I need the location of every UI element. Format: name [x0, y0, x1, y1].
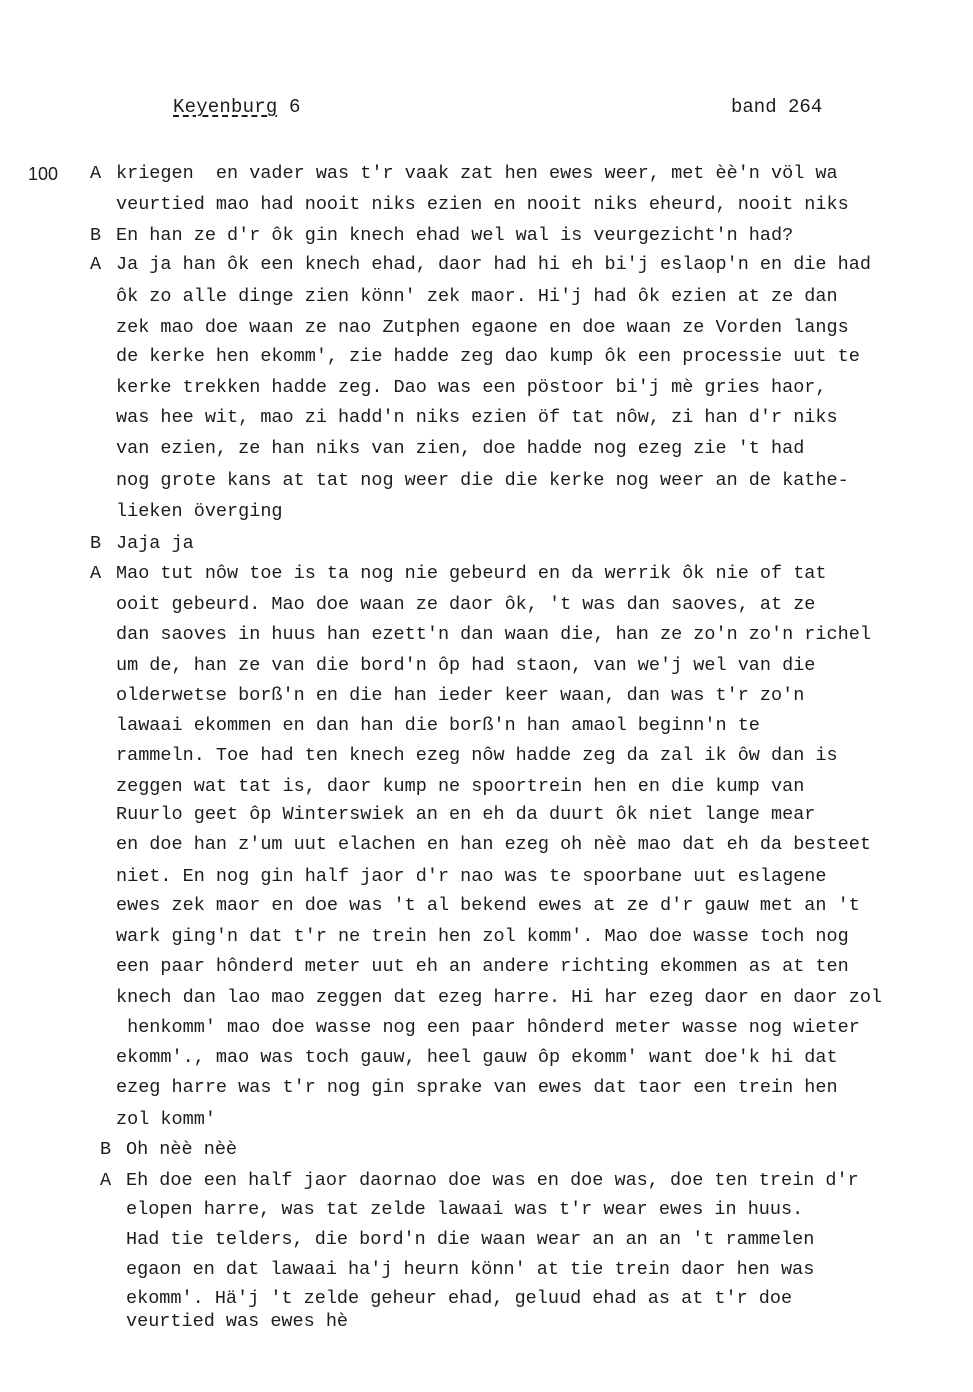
header-title — [173, 96, 301, 118]
line-text: Had tie telders, die bord'n die waan wear an an an 't rammelen — [126, 1229, 815, 1250]
transcript-line — [0, 282, 973, 312]
line-text: kerke trekken hadde zeg. Dao was een pöstoor bi'j mè gries haor, — [116, 377, 827, 398]
line-text: Ja ja han ôk een knech ehad, daor had hi eh bi'j eslaop'n en die had — [116, 254, 871, 275]
line-text: ewes zek maor en doe was 't al bekend ewes at ze d'r gauw met an 't — [116, 895, 860, 916]
line-text: egaon en dat lawaai ha'j heurn könn' at tie trein daor hen was — [126, 1259, 815, 1280]
line-text: Ruurlo geet ôp Winterswiek an en eh da duurt ôk niet lange mear — [116, 804, 816, 825]
transcript-line — [0, 952, 973, 982]
transcript-line — [0, 1195, 973, 1225]
header-number: 6 — [289, 96, 301, 118]
transcript-line — [0, 529, 973, 559]
transcript-line — [0, 830, 973, 860]
transcript-line — [0, 620, 973, 650]
transcript-line — [0, 922, 973, 952]
transcript-line — [0, 1105, 973, 1135]
line-text: ekomm'. Hä'j 't zelde geheur ehad, geluud ehad as at t'r doe — [126, 1288, 793, 1309]
speaker-label: A — [90, 563, 102, 584]
line-text: nog grote kans at tat nog weer die die kerke nog weer an de kathe- — [116, 470, 849, 491]
line-text: een paar hônderd meter uut eh an andere richting ekommen as at ten — [116, 956, 849, 977]
transcript-line — [0, 651, 973, 681]
transcript-line — [0, 1043, 973, 1073]
line-text: kriegen en vader was t'r vaak zat hen ewes weer, met èè'n völ wa — [116, 163, 838, 184]
transcript-line — [0, 190, 973, 220]
line-text: um de, han ze van die bord'n ôp had staon, van we'j wel van die — [116, 655, 816, 676]
line-text: Eh doe een half jaor daornao doe was en doe was, doe ten trein d'r — [126, 1170, 859, 1191]
header-band: band 264 — [731, 96, 823, 118]
line-text: zek mao doe waan ze nao Zutphen egaone en doe waan ze Vorden langs — [116, 317, 849, 338]
transcript-line — [0, 250, 973, 280]
line-text: de kerke hen ekomm', zie hadde zeg dao kump ôk een processie uut te — [116, 346, 860, 367]
line-text: knech dan lao mao zeggen dat ezeg harre. Hi har ezeg daor en daor zol — [116, 987, 883, 1008]
line-text: was hee wit, mao zi hadd'n niks ezien öf tat nôw, zi han d'r niks — [116, 407, 838, 428]
transcript-line — [0, 221, 973, 251]
transcript-line — [0, 983, 973, 1013]
line-text: lieken överging — [116, 501, 283, 522]
line-text: van ezien, ze han niks van zien, doe hadde nog ezeg zie 't had — [116, 438, 805, 459]
speaker-label: B — [90, 533, 102, 554]
speaker-label: A — [100, 1170, 112, 1191]
transcript-line — [0, 1073, 973, 1103]
line-text: Mao tut nôw toe is ta nog nie gebeurd en da werrik ôk nie of tat — [116, 563, 827, 584]
line-text: En han ze d'r ôk gin knech ehad wel wal is veurgezicht'n had? — [116, 225, 794, 246]
header-place: Keyenburg — [173, 96, 278, 118]
line-text: rammeln. Toe had ten knech ezeg nôw hadde zeg da zal ik ôw dan is — [116, 745, 838, 766]
transcript-line — [0, 403, 973, 433]
transcript-line — [0, 741, 973, 771]
line-text: ôk zo alle dinge zien könn' zek maor. Hi'j had ôk ezien at ze dan — [116, 286, 838, 307]
transcript-line — [0, 590, 973, 620]
line-text: ezeg harre was t'r nog gin sprake van ewes dat taor een trein hen — [116, 1077, 838, 1098]
transcript-line — [0, 559, 973, 589]
line-number: 100 — [28, 164, 59, 184]
line-text: elopen harre, was tat zelde lawaai was t'r wear ewes in huus. — [126, 1199, 804, 1220]
transcript-line — [0, 800, 973, 830]
transcript-line — [0, 373, 973, 403]
transcript-line — [0, 1307, 973, 1337]
line-text: wark ging'n dat t'r ne trein hen zol komm'. Mao doe wasse toch nog — [116, 926, 849, 947]
transcript-line — [0, 1135, 973, 1165]
line-text: en doe han z'um uut elachen en han ezeg oh nèè mao dat eh da besteet — [116, 834, 871, 855]
transcript-line — [0, 159, 973, 189]
line-text: veurtied was ewes hè — [126, 1311, 349, 1332]
line-text: zol komm' — [116, 1109, 216, 1130]
transcript-line — [0, 711, 973, 741]
transcript-line — [0, 1013, 973, 1043]
line-text: niet. En nog gin half jaor d'r nao was te spoorbane uut eslagene — [116, 866, 827, 887]
line-text: Jaja ja — [116, 533, 194, 554]
transcript-line — [0, 466, 973, 496]
line-text: Oh nèè nèè — [126, 1139, 238, 1160]
line-text: veurtied mao had nooit niks ezien en nooit niks eheurd, nooit niks — [116, 194, 849, 215]
line-text: henkomm' mao doe wasse nog een paar hônderd meter wasse nog wieter — [116, 1017, 860, 1038]
speaker-label: B — [90, 225, 102, 246]
line-text: ekomm'., mao was toch gauw, heel gauw ôp ekomm' want doe'k hi dat — [116, 1047, 838, 1068]
transcript-line — [0, 681, 973, 711]
transcript-line — [0, 313, 973, 343]
line-text: zeggen wat tat is, daor kump ne spoortrein hen en die kump van — [116, 776, 805, 797]
transcript-line — [0, 497, 973, 527]
transcript-line — [0, 891, 973, 921]
line-text: lawaai ekommen en dan han die borß'n han amaol beginn'n te — [116, 715, 760, 736]
line-text: ooit gebeurd. Mao doe waan ze daor ôk, 't was dan saoves, at ze — [116, 594, 816, 615]
speaker-label: A — [90, 254, 102, 275]
transcript-line — [0, 862, 973, 892]
transcript-line — [0, 1166, 973, 1196]
transcript-line — [0, 342, 973, 372]
speaker-label: B — [100, 1139, 112, 1160]
transcript-line — [0, 1225, 973, 1255]
transcript-line — [0, 772, 973, 802]
line-text: dan saoves in huus han ezett'n dan waan die, han ze zo'n zo'n richel — [116, 624, 871, 645]
transcript-line — [0, 434, 973, 464]
line-text: olderwetse borß'n en die han ieder keer waan, dan was t'r zo'n — [116, 685, 805, 706]
transcript-line — [0, 1255, 973, 1285]
speaker-label: A — [90, 163, 102, 184]
